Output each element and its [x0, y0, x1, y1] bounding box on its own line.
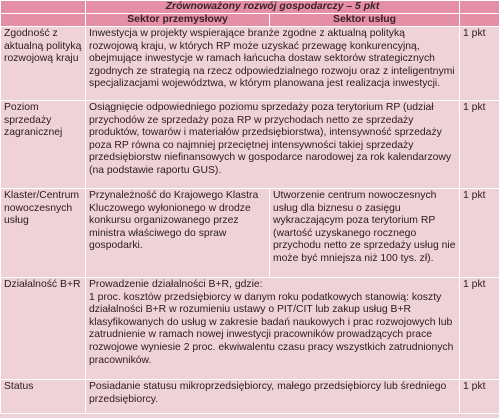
criterion-cell: Status: [1, 380, 86, 414]
points-cell: 1 pkt: [460, 189, 499, 278]
points-cell: 1 pkt: [460, 380, 499, 414]
description-cell: Inwestycja w projekty wspierające branże zgodne z aktualną polityką rozwojową kraju, w których RP może uzyskać przewagę konkurencyjną, obejmujące inwestycje w ramach łańcucha dostaw sektorów strategicznych zgodnych ze strategią na rzecz odpowiedzialnego rozwoju oraz z inteligentnymi specjalizacjami województwa, w którym planowana jest realizacja inwestycji.: [86, 27, 460, 101]
header-blank-right: [460, 14, 499, 27]
table-row: [1, 101, 499, 189]
points-cell: 1 pkt: [460, 27, 499, 101]
services-description-cell: Utworzenie centrum nowoczesnych usług dla biznesu o zasięgu wykraczającym poza terytorium RP (wartość uzyskanego rocznego przychodu netto ze sprzedaży usług nie może być mniejsza niż 100 tys. zł).: [270, 189, 460, 278]
table-row: [1, 27, 499, 101]
column-header-row: [1, 14, 499, 27]
header-blank-left: [1, 14, 86, 27]
description-cell: Posiadanie statusu mikroprzedsiębiorcy, małego przedsiębiorcy lub średniego przedsiębiorcy.: [86, 380, 460, 414]
header-services-sector: Sektor usług: [270, 14, 460, 27]
criterion-cell: Poziom sprzedaży zagranicznej: [1, 101, 86, 189]
points-cell: 1 pkt: [460, 278, 499, 380]
table-title: Zrównoważony rozwój gospodarczy – 5 pkt: [86, 1, 460, 14]
header-industry-sector: Sektor przemysłowy: [86, 14, 270, 27]
table-row: [1, 278, 499, 380]
table-row: [1, 380, 499, 414]
description-cell: Prowadzenie działalności B+R, gdzie: 1 proc. kosztów przedsiębiorcy w danym roku podatkowych stanowią: koszty działalności B+R w rozumieniu ustawy o PIT/CIT lub zakup usług B+R klasyfikowanych do usług w zakresie badań naukowych i prac rozwojowych lub zatrudnienie w ramach nowej inwestycji pracowników prowadzących prace rozwojowe wyniesie 2 proc. ekwiwalentu czasu pracy wszystkich zatrudnionych pracowników.: [86, 278, 460, 380]
points-cell: 1 pkt: [460, 101, 499, 189]
title-blank-right: [460, 1, 499, 14]
criterion-cell: Klaster/Centrum nowoczesnych usług: [1, 189, 86, 278]
criterion-cell: Działalność B+R: [1, 278, 86, 380]
industry-description-cell: Przynależność do Krajowego Klastra Kluczowego wyłonionego w drodze konkursu organizowanego przez ministra właściwego do spraw gospodarki.: [86, 189, 270, 278]
title-row: [1, 1, 499, 14]
criterion-cell: Zgodność z aktualną polityką rozwojową kraju: [1, 27, 86, 101]
title-blank-left: [1, 1, 86, 14]
description-cell: Osiągnięcie odpowiedniego poziomu sprzedaży poza terytorium RP (udział przychodów ze sprzedaży poza RP w przychodach netto ze sprzedaży produktów, towarów i materiałów przedsiębiorstwa), intensywność sprzedaży poza RP równa co najmniej przeciętnej intensywności takiej sprzedaży przedsiębiorstw niefinansowych w gospodarce narodowej za rok kalendarzowy (na podstawie raportu GUS).: [86, 101, 460, 189]
table-row: [1, 189, 499, 278]
